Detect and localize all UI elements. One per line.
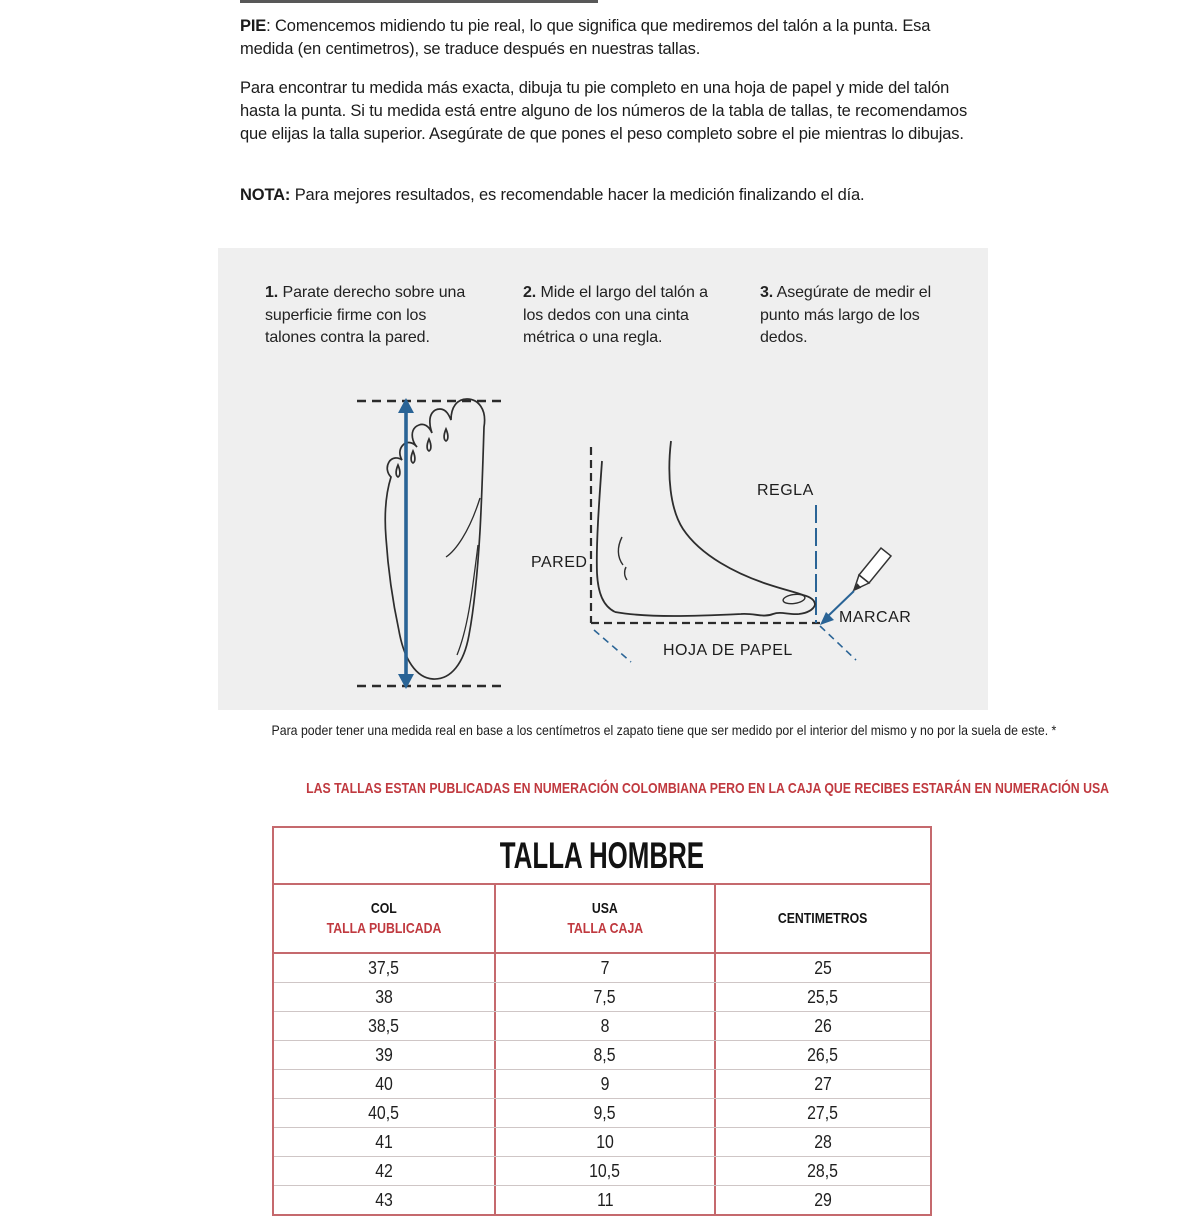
- header-centimetros-label: CENTIMETROS: [778, 910, 868, 927]
- step-3-text: Asegúrate de medir el punto más largo de los dedos.: [760, 284, 932, 346]
- cell-cm: [716, 1128, 930, 1156]
- cell-usa: [496, 983, 716, 1011]
- table-row: [274, 1070, 930, 1099]
- length-arrow: [398, 398, 414, 689]
- cell-usa: [496, 1128, 716, 1156]
- size-table-header-row: [274, 885, 930, 954]
- cell-value: 9: [600, 1074, 610, 1094]
- paper-corner-right: [820, 626, 856, 660]
- measure-text: Para encontrar tu medida más exacta, dibuja tu pie completo en una hoja de papel y mide del talón hasta la punta. Si tu medida está entre alguno de los números de la tabla de tallas, te recomendamos que elijas la talla superior. Asegúrate de que pones el peso completo sobre el pie mientras lo dibujas.: [240, 79, 968, 143]
- cell-usa: [496, 1012, 716, 1040]
- cell-value: 38,5: [368, 1016, 400, 1036]
- step-3-number: 3.: [760, 284, 774, 301]
- table-row: [274, 983, 930, 1012]
- header-talla-caja-label: TALLA CAJA: [567, 920, 643, 937]
- cell-value: 7,5: [593, 987, 617, 1007]
- measurement-footnote: [218, 722, 1057, 738]
- cell-value: 40: [375, 1074, 393, 1094]
- cell-col: [274, 983, 496, 1011]
- cell-cm: [716, 1099, 930, 1127]
- cell-value: 7: [600, 958, 610, 978]
- header-col-label: COL: [371, 900, 397, 917]
- regla-label: REGLA: [757, 482, 814, 499]
- size-table-title: [274, 828, 930, 885]
- pie-text: : Comencemos midiendo tu pie real, lo que significa que mediremos del talón a la punta. Esa medida (en centimetros), se traduce después en nuestras tallas.: [240, 17, 931, 58]
- table-row: [274, 1157, 930, 1186]
- cell-value: 40,5: [368, 1103, 400, 1123]
- table-row: [274, 1041, 930, 1070]
- foot-side-outline: [597, 441, 815, 616]
- cell-usa: [496, 1186, 716, 1214]
- table-row: [274, 954, 930, 983]
- header-col-publicada: [274, 885, 496, 952]
- foot-side-measure-diagram: [523, 433, 923, 673]
- step-1-text: Parate derecho sobre una superficie firme con los talones contra la pared.: [265, 284, 466, 346]
- cutoff-heading-remnant: [240, 0, 598, 3]
- size-table: [272, 826, 932, 1216]
- step-2: [523, 282, 719, 350]
- cell-cm: [716, 1012, 930, 1040]
- cell-cm: [716, 1070, 930, 1098]
- table-row: [274, 1186, 930, 1214]
- marcar-label: MARCAR: [839, 609, 912, 626]
- step-1: [265, 282, 471, 350]
- hoja-de-papel-label: HOJA DE PAPEL: [663, 642, 793, 659]
- cell-col: [274, 1099, 496, 1127]
- cell-value: 25,5: [807, 987, 839, 1007]
- cell-col: [274, 1041, 496, 1069]
- table-row: [274, 1099, 930, 1128]
- cell-value: 37,5: [368, 958, 400, 978]
- cell-cm: [716, 1157, 930, 1185]
- table-row: [274, 1128, 930, 1157]
- cell-cm: [716, 954, 930, 982]
- cell-col: [274, 954, 496, 982]
- cell-value: 28,5: [807, 1161, 839, 1181]
- step-3: [760, 282, 942, 350]
- cell-usa: [496, 1099, 716, 1127]
- instruction-box: [218, 248, 988, 710]
- cell-col: [274, 1012, 496, 1040]
- cell-usa: [496, 1157, 716, 1185]
- cell-value: 10: [596, 1132, 614, 1152]
- cell-value: 43: [375, 1190, 393, 1210]
- cell-usa: [496, 1070, 716, 1098]
- cell-usa: [496, 1041, 716, 1069]
- cell-col: [274, 1128, 496, 1156]
- cell-value: 25: [814, 958, 832, 978]
- cell-value: 10,5: [589, 1161, 621, 1181]
- cell-value: 26,5: [807, 1045, 839, 1065]
- nota-bold-label: NOTA:: [240, 186, 291, 204]
- cell-cm: [716, 1186, 930, 1214]
- cell-value: 39: [375, 1045, 393, 1065]
- foot-outline: [385, 399, 484, 679]
- cell-col: [274, 1186, 496, 1214]
- cell-usa: [496, 954, 716, 982]
- cell-value: 38: [375, 987, 393, 1007]
- table-row: [274, 1012, 930, 1041]
- cell-value: 29: [814, 1190, 832, 1210]
- cell-col: [274, 1070, 496, 1098]
- cell-value: 28: [814, 1132, 832, 1152]
- cell-value: 8,5: [593, 1045, 617, 1065]
- paper-corner-left: [594, 630, 631, 662]
- sizing-warning-text: LAS TALLAS ESTAN PUBLICADAS EN NUMERACIÓN COLOMBIANA PERO EN LA CAJA QUE RECIBES ESTARÁN EN NUMERACIÓN USA: [306, 780, 1110, 797]
- measurement-footnote-text: Para poder tener una medida real en base a los centímetros el zapato tiene que ser medido por el interior del mismo y no por la suela de este. *: [271, 722, 1057, 738]
- sizing-warning: [218, 780, 1110, 797]
- cell-value: 9,5: [593, 1103, 617, 1123]
- size-table-title-text: TALLA HOMBRE: [499, 835, 705, 876]
- header-talla-publicada-label: TALLA PUBLICADA: [326, 920, 442, 937]
- foot-sole-measure-diagram: [356, 393, 503, 695]
- cell-value: 26: [814, 1016, 832, 1036]
- intro-paragraph-measure: [240, 77, 975, 146]
- cell-value: 11: [596, 1190, 614, 1210]
- nota-paragraph: [240, 184, 975, 207]
- pared-label: PARED: [531, 554, 588, 571]
- step-1-number: 1.: [265, 284, 279, 301]
- header-usa-label: USA: [592, 900, 618, 917]
- step-2-number: 2.: [523, 284, 537, 301]
- cell-cm: [716, 983, 930, 1011]
- cell-col: [274, 1157, 496, 1185]
- cell-value: 8: [600, 1016, 610, 1036]
- header-centimetros: [716, 885, 930, 952]
- pencil-icon: [854, 548, 891, 590]
- intro-paragraph-pie: [240, 15, 975, 61]
- cell-value: 42: [375, 1161, 393, 1181]
- step-2-text: Mide el largo del talón a los dedos con una cinta métrica o una regla.: [523, 284, 708, 346]
- cell-value: 41: [375, 1132, 393, 1152]
- cell-value: 27,5: [807, 1103, 839, 1123]
- header-usa-caja: [496, 885, 716, 952]
- nota-text: Para mejores resultados, es recomendable hacer la medición finalizando el día.: [290, 186, 865, 204]
- cell-value: 27: [814, 1074, 832, 1094]
- cell-cm: [716, 1041, 930, 1069]
- pie-bold-label: PIE: [240, 17, 267, 35]
